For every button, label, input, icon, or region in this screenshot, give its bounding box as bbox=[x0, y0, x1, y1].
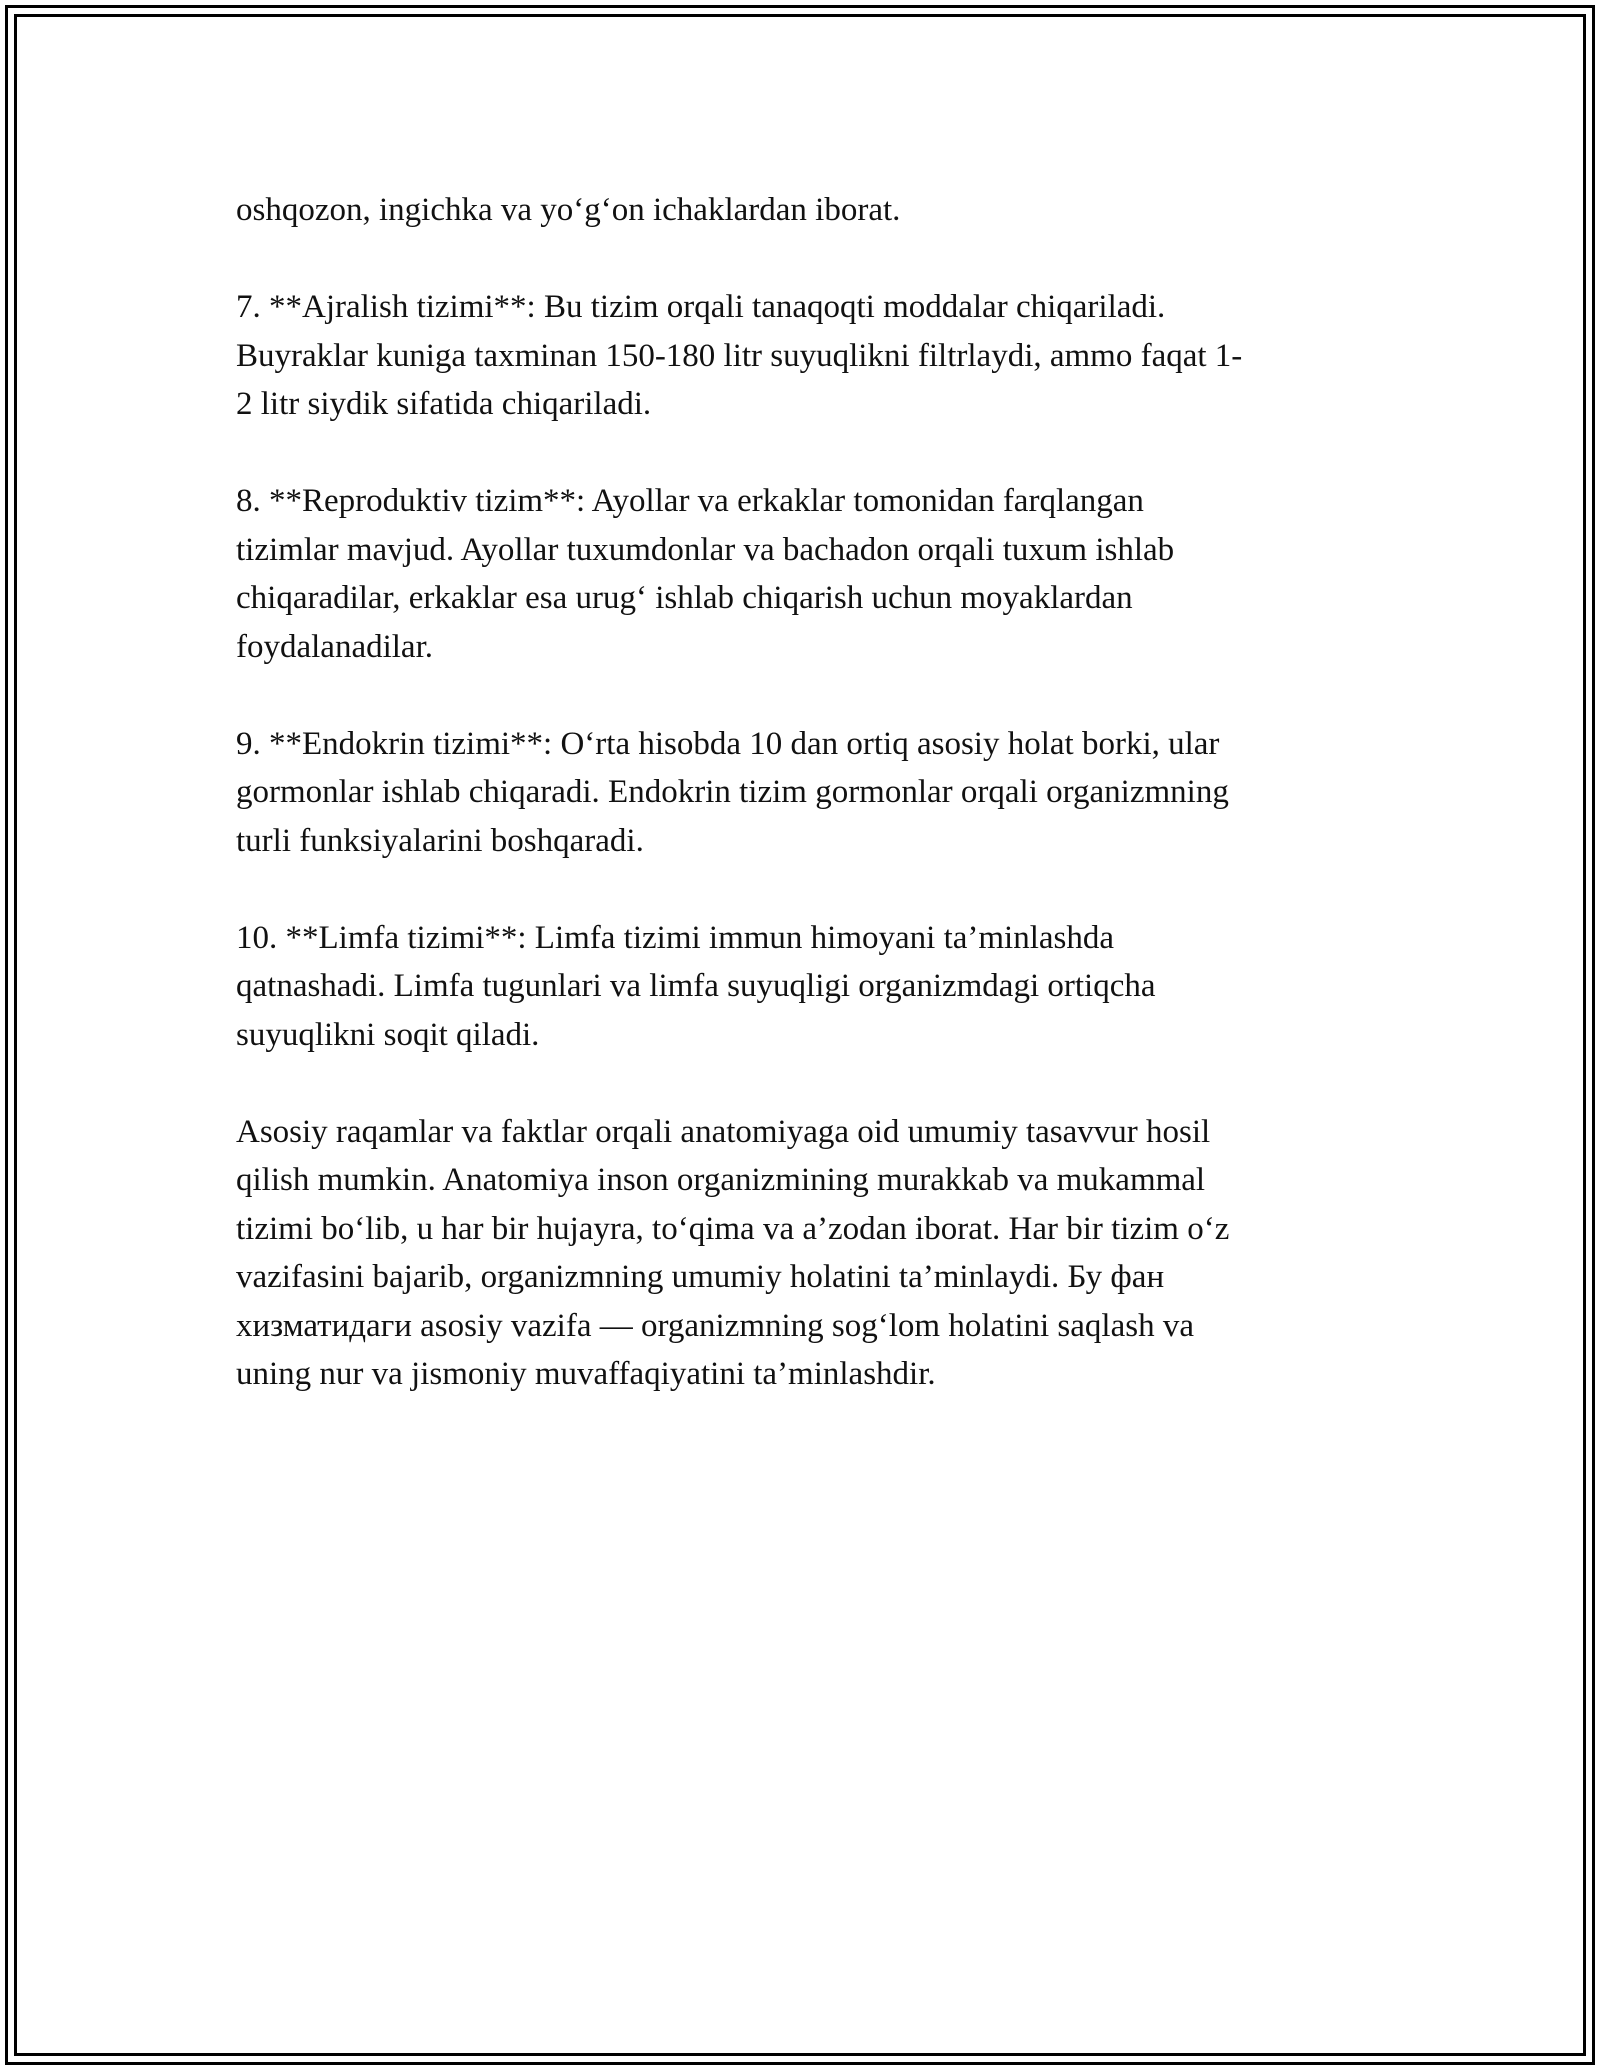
paragraph-conclusion: Asosiy raqamlar va faktlar orqali anatomiyaga oid umumiy tasavvur hosil qilish mumkin. Anatomiya inson organizmining murakkab va mukammal tizimi bo‘lib, u har bir hujayra, to‘qima va a’zodan iborat. Har bir tizim o‘z vazifasini bajarib, organizmning umumiy holatini ta’minlaydi. Бу фан хизматидаги asosiy vazifa — organizmning sog‘lom holatini saqlash va uning nur va jismoniy muvaffaqiyatini ta’minlashdir. bbox=[236, 1113, 1230, 1392]
paragraph-excretory-system: 7. **Ajralish tizimi**: Bu tizim orqali tanaqoqti moddalar chiqariladi. Buyraklar kuniga taxminan 150-180 litr suyuqlikni filtrlaydi, ammo faqat 1- 2 litr siydik sifatida chiqariladi. bbox=[236, 289, 1243, 422]
paragraph-lymphatic-system: 10. **Limfa tizimi**: Limfa tizimi immun himoyani ta’minlashda qatnashadi. Limfa tugunlari va limfa suyuqligi organizmdagi ortiqcha suyuqlikni soqit qiladi. bbox=[236, 919, 1156, 1053]
paragraph-endocrine-system: 9. **Endokrin tizimi**: O‘rta hisobda 10 dan ortiq asosiy holat borki, ular gormonlar ishlab chiqaradi. Endokrin tizim gormonlar orqali organizmning turli funksiyalarini boshqaradi. bbox=[236, 725, 1229, 859]
paragraph-digestive-end: oshqozon, ingichka va yo‘g‘on ichaklardan iborat. bbox=[236, 192, 901, 228]
document-body bbox=[236, 186, 1366, 1447]
paragraph-reproductive-system: 8. **Reproduktiv tizim**: Ayollar va erkaklar tomonidan farqlangan tizimlar mavjud. Ayollar tuxumdonlar va bachadon orqali tuxum ishlab chiqaradilar, erkaklar esa urug‘ ishlab chiqarish uchun moyaklardan foydalanadilar. bbox=[236, 483, 1175, 665]
